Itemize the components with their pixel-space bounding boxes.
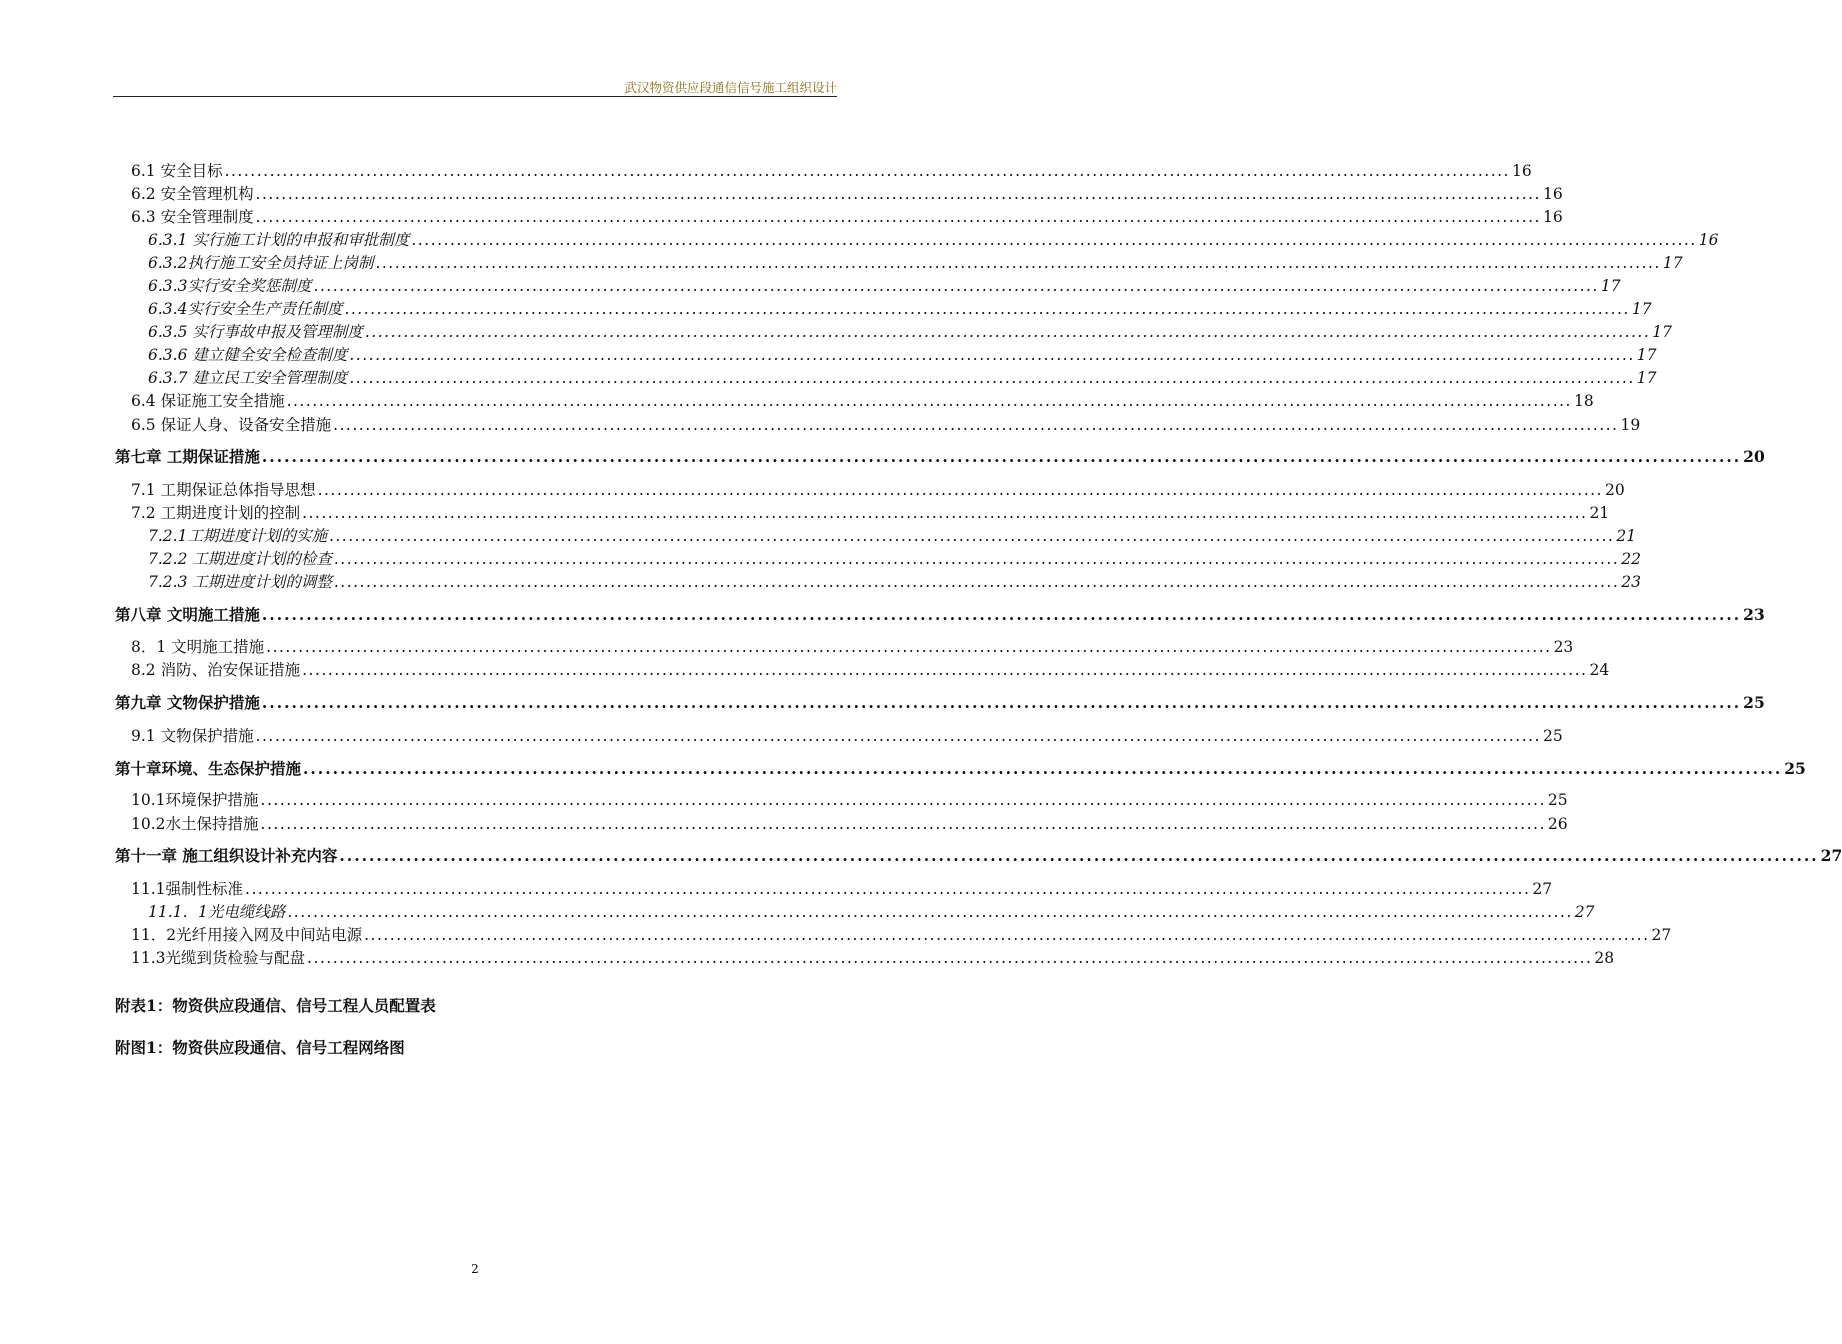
toc-entry[interactable] bbox=[131, 390, 1594, 412]
toc-entry[interactable] bbox=[148, 275, 1621, 297]
toc-dot-leader: ........................................................................................................................................................................................................ bbox=[245, 880, 1531, 898]
toc-dot-leader: ........................................................................................................................................................................................................ bbox=[260, 815, 1546, 833]
toc-label: 6.3.1 实行施工计划的申报和审批制度 bbox=[148, 231, 410, 249]
toc-dot-leader: ........................................................................................................................................................................................................ bbox=[287, 903, 1573, 921]
toc-page-number: 17 bbox=[1636, 369, 1657, 387]
toc-page-number: 20 bbox=[1743, 447, 1765, 466]
toc-label: 6.1 安全目标 bbox=[131, 162, 223, 180]
toc-page-number: 27 bbox=[1532, 880, 1553, 898]
toc-dot-leader: ........................................................................................................................................................................................................ bbox=[261, 447, 1742, 466]
toc-dot-leader: ........................................................................................................................................................................................................ bbox=[333, 550, 1620, 568]
toc-entry[interactable] bbox=[131, 206, 1563, 228]
toc-page-number: 19 bbox=[1620, 416, 1641, 434]
toc-label: 7.2.2 工期进度计划的检查 bbox=[148, 550, 332, 568]
toc-dot-leader: ........................................................................................................................................................................................................ bbox=[255, 208, 1541, 226]
toc-entry[interactable] bbox=[148, 321, 1673, 343]
toc-chapter[interactable] bbox=[115, 845, 1842, 867]
toc-label: 6.2 安全管理机构 bbox=[131, 185, 254, 203]
toc-label: 6.3.6 建立健全安全检查制度 bbox=[148, 346, 348, 364]
toc-label: 第八章 文明施工措施 bbox=[115, 605, 260, 624]
toc-label: 第十章环境、生态保护措施 bbox=[115, 759, 302, 778]
toc-entry[interactable] bbox=[148, 344, 1657, 366]
toc-entry[interactable] bbox=[131, 924, 1672, 946]
toc-dot-leader: ........................................................................................................................................................................................................ bbox=[328, 527, 1615, 545]
toc-page-number: 16 bbox=[1542, 185, 1563, 203]
toc-dot-leader: ........................................................................................................................................................................................................ bbox=[303, 759, 1783, 778]
toc-dot-leader: ........................................................................................................................................................................................................ bbox=[286, 392, 1572, 410]
toc-dot-leader: ........................................................................................................................................................................................................ bbox=[255, 185, 1541, 203]
toc-label: 7.2 工期进度计划的控制 bbox=[131, 504, 301, 522]
running-header: 武汉物资供应段通信信号施工组织设计 bbox=[624, 80, 837, 95]
toc-page-number: 20 bbox=[1604, 481, 1625, 499]
toc-dot-leader: ........................................................................................................................................................................................................ bbox=[266, 638, 1552, 656]
toc-dot-leader: ........................................................................................................................................................................................................ bbox=[224, 162, 1510, 180]
toc-entry[interactable] bbox=[131, 479, 1625, 501]
toc-page-number: 25 bbox=[1743, 693, 1765, 712]
toc-entry[interactable] bbox=[131, 414, 1641, 436]
toc-label: 11.1强制性标准 bbox=[131, 880, 244, 898]
toc-page-number: 26 bbox=[1547, 815, 1568, 833]
toc-page-number: 27 bbox=[1574, 903, 1595, 921]
toc-entry[interactable] bbox=[131, 947, 1615, 969]
toc-entry[interactable] bbox=[131, 636, 1574, 658]
toc-dot-leader: ........................................................................................................................................................................................................ bbox=[364, 323, 1651, 341]
toc-page-number: 16 bbox=[1698, 231, 1719, 249]
toc-page-number: 18 bbox=[1573, 392, 1594, 410]
toc-label: 10.1环境保护措施 bbox=[131, 791, 259, 809]
toc-entry[interactable] bbox=[131, 183, 1563, 205]
toc-chapter[interactable] bbox=[115, 446, 1765, 468]
toc-page-number: 25 bbox=[1542, 727, 1563, 745]
toc-dot-leader: ........................................................................................................................................................................................................ bbox=[302, 504, 1588, 522]
toc-label: 6.4 保证施工安全措施 bbox=[131, 392, 285, 410]
toc-entry[interactable] bbox=[131, 160, 1532, 182]
toc-page-number: 17 bbox=[1636, 346, 1657, 364]
toc-label: 第十一章 施工组织设计补充内容 bbox=[115, 846, 338, 865]
toc-page-number: 17 bbox=[1600, 277, 1621, 295]
toc-page-number: 23 bbox=[1553, 638, 1574, 656]
toc-page-number: 27 bbox=[1651, 926, 1672, 944]
toc-dot-leader: ........................................................................................................................................................................................................ bbox=[333, 416, 1619, 434]
toc-label: 10.2水土保持措施 bbox=[131, 815, 259, 833]
toc-label: 9.1 文物保护措施 bbox=[131, 727, 254, 745]
toc-entry[interactable] bbox=[148, 901, 1595, 923]
toc-label: 6.3.7 建立民工安全管理制度 bbox=[148, 369, 348, 387]
toc-label: 11.3光缆到货检验与配盘 bbox=[131, 949, 306, 967]
toc-dot-leader: ........................................................................................................................................................................................................ bbox=[349, 346, 1635, 364]
toc-dot-leader: ........................................................................................................................................................................................................ bbox=[333, 573, 1620, 591]
toc-label: 7.2.1工期进度计划的实施 bbox=[148, 527, 327, 545]
toc-page-number: 16 bbox=[1511, 162, 1532, 180]
toc-label: 6.3.4实行安全生产责任制度 bbox=[148, 300, 343, 318]
toc-page-number: 22 bbox=[1621, 550, 1642, 568]
toc-dot-leader: ........................................................................................................................................................................................................ bbox=[255, 727, 1541, 745]
toc-label: 8.2 消防、治安保证措施 bbox=[131, 661, 301, 679]
toc-entry[interactable] bbox=[148, 298, 1652, 320]
appendix-figure-1: 附图1：物资供应段通信、信号工程网络图 bbox=[115, 1038, 405, 1057]
toc-entry[interactable] bbox=[131, 813, 1568, 835]
page-number: 2 bbox=[471, 1262, 479, 1276]
toc-page-number: 25 bbox=[1547, 791, 1568, 809]
toc-entry[interactable] bbox=[131, 502, 1610, 524]
toc-dot-leader: ........................................................................................................................................................................................................ bbox=[307, 949, 1593, 967]
toc-chapter[interactable] bbox=[115, 758, 1806, 780]
toc-page-number: 27 bbox=[1820, 846, 1842, 865]
header-rule bbox=[113, 96, 837, 97]
toc-label: 7.1 工期保证总体指导思想 bbox=[131, 481, 316, 499]
toc-entry[interactable] bbox=[148, 367, 1657, 389]
toc-label: 11.1．1光电缆线路 bbox=[148, 903, 286, 921]
toc-dot-leader: ........................................................................................................................................................................................................ bbox=[261, 605, 1742, 624]
toc-dot-leader: ........................................................................................................................................................................................................ bbox=[260, 791, 1546, 809]
toc-entry[interactable] bbox=[131, 725, 1563, 747]
toc-label: 6.3.3实行安全奖惩制度 bbox=[148, 277, 312, 295]
toc-chapter[interactable] bbox=[115, 604, 1765, 626]
toc-entry[interactable] bbox=[148, 571, 1642, 593]
toc-dot-leader: ........................................................................................................................................................................................................ bbox=[349, 369, 1635, 387]
toc-dot-leader: ........................................................................................................................................................................................................ bbox=[313, 277, 1599, 295]
toc-entry[interactable] bbox=[148, 525, 1637, 547]
toc-entry[interactable] bbox=[148, 252, 1683, 274]
toc-page-number: 16 bbox=[1542, 208, 1563, 226]
toc-label: 6.3.2执行施工安全员持证上岗制 bbox=[148, 254, 374, 272]
toc-page-number: 23 bbox=[1743, 605, 1765, 624]
toc-page-number: 25 bbox=[1784, 759, 1806, 778]
toc-label: 6.3.5 实行事故申报及管理制度 bbox=[148, 323, 363, 341]
toc-label: 7.2.3 工期进度计划的调整 bbox=[148, 573, 332, 591]
toc-dot-leader: ........................................................................................................................................................................................................ bbox=[317, 481, 1603, 499]
toc-label: 第九章 文物保护措施 bbox=[115, 693, 260, 712]
toc-entry[interactable] bbox=[131, 659, 1610, 681]
toc-entry[interactable] bbox=[148, 548, 1642, 570]
toc-page-number: 17 bbox=[1652, 323, 1673, 341]
toc-label: 8．1 文明施工措施 bbox=[131, 638, 265, 656]
toc-label: 11．2光纤用接入网及中间站电源 bbox=[131, 926, 363, 944]
toc-page-number: 17 bbox=[1631, 300, 1652, 318]
toc-entry[interactable] bbox=[131, 789, 1568, 811]
toc-entry[interactable] bbox=[148, 229, 1719, 251]
toc-page-number: 24 bbox=[1589, 661, 1610, 679]
toc-dot-leader: ........................................................................................................................................................................................................ bbox=[302, 661, 1588, 679]
toc-dot-leader: ........................................................................................................................................................................................................ bbox=[261, 693, 1742, 712]
toc-entry[interactable] bbox=[131, 878, 1553, 900]
toc-dot-leader: ........................................................................................................................................................................................................ bbox=[411, 231, 1697, 249]
toc-dot-leader: ........................................................................................................................................................................................................ bbox=[375, 254, 1661, 272]
toc-label: 6.3 安全管理制度 bbox=[131, 208, 254, 226]
toc-label: 第七章 工期保证措施 bbox=[115, 447, 260, 466]
appendix-table-1: 附表1：物资供应段通信、信号工程人员配置表 bbox=[115, 996, 436, 1015]
toc-page-number: 21 bbox=[1616, 527, 1637, 545]
toc-dot-leader: ........................................................................................................................................................................................................ bbox=[364, 926, 1650, 944]
toc-dot-leader: ........................................................................................................................................................................................................ bbox=[339, 846, 1819, 865]
toc-page-number: 23 bbox=[1621, 573, 1642, 591]
toc-dot-leader: ........................................................................................................................................................................................................ bbox=[344, 300, 1630, 318]
toc-page-number: 17 bbox=[1662, 254, 1683, 272]
toc-label: 6.5 保证人身、设备安全措施 bbox=[131, 416, 332, 434]
toc-page-number: 28 bbox=[1594, 949, 1615, 967]
toc-chapter[interactable] bbox=[115, 692, 1765, 714]
toc-page-number: 21 bbox=[1589, 504, 1610, 522]
